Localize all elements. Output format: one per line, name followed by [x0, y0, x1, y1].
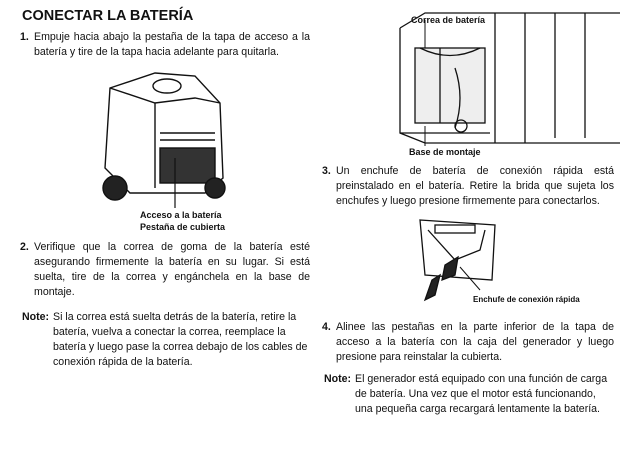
note-label: Note: — [324, 373, 352, 385]
battery-strap-label: Correa de batería — [411, 15, 486, 25]
note-1 — [22, 310, 310, 370]
note-text: El generador está equipado con una función de carga de batería. Una vez que el motor está funcionando, una pequeña carga recargará lentamente la batería. — [355, 373, 608, 415]
step-number: 2. — [20, 241, 29, 253]
step-text: Alinee las pestañas en la parte inferior de la tapa de acceso a la batería con la caja del generador y luego presione para reinstalar la cubierta. — [336, 321, 614, 363]
cover-tab-label: Pestaña de cubierta — [140, 222, 226, 232]
step-4 — [322, 320, 614, 365]
note-label: Note: — [22, 311, 50, 323]
quick-connect-label: Enchufe de conexión rápida — [473, 295, 580, 304]
battery-compartment-illustration — [395, 8, 620, 148]
step-text: Verifique que la correa de goma de la batería esté asegurando firmemente la batería en su lugar. Si está suelta, tire de la correa y engánchela en la base de montaje. — [34, 241, 310, 298]
battery-access-label: Acceso a la batería — [140, 210, 222, 220]
step-number: 4. — [322, 321, 331, 333]
step-text: Un enchufe de batería de conexión rápida está preinstalado en el batería. Retire la brida que sujeta los enchufes y luego presione firmemente para conectarlos. — [336, 165, 614, 207]
note-2 — [324, 372, 616, 417]
step-number: 3. — [322, 165, 331, 177]
step-1 — [20, 30, 310, 60]
quick-connect-illustration — [410, 215, 500, 305]
page-title: CONECTAR LA BATERÍA — [22, 8, 194, 24]
step-number: 1. — [20, 31, 29, 43]
step-2 — [20, 240, 310, 300]
note-text: Si la correa está suelta detrás de la batería, retire la batería, vuelva a conectar la correa, reemplace la batería y luego pase la correa debajo de los cables de conexión rápida de la batería. — [53, 311, 308, 368]
step-text: Empuje hacia abajo la pestaña de la tapa de acceso a la batería y tire de la tapa hacia adelante para quitarla. — [34, 31, 310, 58]
generator-illustration — [95, 68, 235, 208]
mounting-base-label: Base de montaje — [409, 147, 481, 157]
step-3 — [322, 164, 614, 209]
